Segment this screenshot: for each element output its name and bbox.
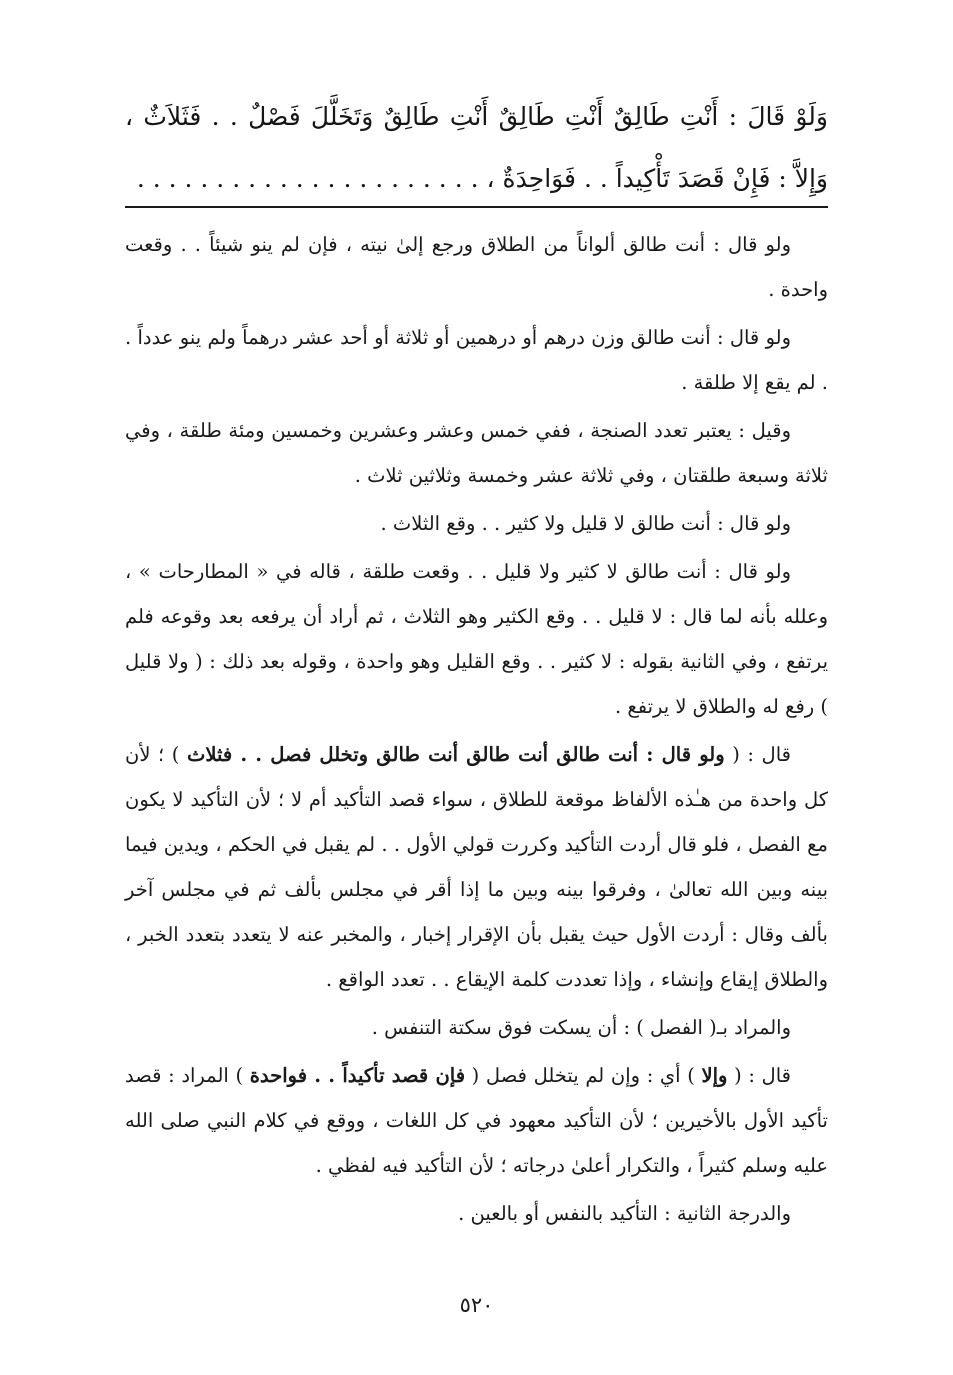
commentary-paragraph-5: ولو قال : أنت طالق لا كثير ولا قليل . . وقعت طلقة ، قاله في « المطارحات » ، وعلله بأنه لما قال : لا قليل . . وقع الكثير وهو الثلاث ، ثم أراد أن يرفعه بعد وقوعه فلم يرتفع ، وفي الثانية بقوله : لا كثير . . وقع القليل وهو واحدة ، وقوله بعد ذلك : ( ولا قليل ) رفع له والطلاق لا يرتفع . xyxy=(125,560,828,718)
paragraph-6-body: ) ؛ لأن كل واحدة من هـٰذه الألفاظ موقعة للطلاق ، سواء قصد التأكيد أم لا ؛ لأن التأكيد لا يكون مع الفصل ، فلو قال أردت التأكيد وكررت قولي الأول . . لم يقبل في الحكم ، ويدين فيما بينه وبين الله تعالىٰ ، وفرقوا بينه وبين ما إذا أقر في مجلس بألف ثم في مجلس آخر بألف وقال : أردت الأول حيث يقبل بأن الإقرار إخبار ، والمخبر عنه لا يتعدد بتعدد الخبر ، والطلاق إيقاع وإنشاء ، وإذا تعددت كلمة الإيقاع . . تعدد الواقع . xyxy=(125,743,828,991)
quoted-matn-bold: وإلا xyxy=(701,1064,728,1087)
footnote-separator xyxy=(125,206,828,208)
matn-text: وَلَوْ قَالَ : أَنْتِ طَالِقٌ أَنْتِ طَالِقٌ أَنْتِ طَالِقٌ وَتَخَلَّلَ فَصْلٌ . . فَثَلاَثٌ ، وَإِلاَّ : فَإِنْ قَصَدَ تَأْكِيداً . . فَوَاحِدَةٌ ، xyxy=(125,102,828,193)
paragraph-6-lead: قال : ( xyxy=(724,743,791,766)
commentary-paragraph-8 xyxy=(125,1053,828,1188)
commentary-paragraph-9: والدرجة الثانية : التأكيد بالنفس أو بالعين . xyxy=(458,1202,791,1225)
quoted-matn-bold: ولو قال : أنت طالق أنت طالق أنت طالق وتخلل فصل . . فثلاث xyxy=(186,743,725,766)
paragraph-8-lead: قال : ( xyxy=(727,1064,791,1087)
matn-text-block xyxy=(125,86,828,210)
commentary-block xyxy=(125,222,828,1239)
quoted-matn-bold: فإن قصد تأكيداً . . فواحدة xyxy=(249,1064,466,1087)
commentary-paragraph-6 xyxy=(125,732,828,1002)
commentary-paragraph-1: ولو قال : أنت طالق ألواناً من الطلاق ورجع إلىٰ نيته ، فإن لم ينو شيئاً . . وقعت واحدة . xyxy=(125,233,828,301)
commentary-paragraph-3: وقيل : يعتبر تعدد الصنجة ، ففي خمس وعشر وعشرين وخمسين ومئة طلقة ، وفي ثلاثة وسبعة طلقتان ، وفي ثلاثة عشر وخمسة وثلاثين ثلاث . xyxy=(125,419,828,487)
matn-dots: . . . . . . . . . . . . . . . . . . . . . . xyxy=(136,164,479,193)
paragraph-8-mid: ) أي : وإن لم يتخلل فصل ( xyxy=(465,1064,702,1087)
commentary-paragraph-4: ولو قال : أنت طالق لا قليل ولا كثير . . وقع الثلاث . xyxy=(380,512,791,535)
commentary-paragraph-7: والمراد بـ( الفصل ) : أن يسكت فوق سكتة التنفس . xyxy=(371,1016,791,1039)
page-number: ٥٢٠ xyxy=(459,1293,494,1317)
commentary-paragraph-2: ولو قال : أنت طالق وزن درهم أو درهمين أو ثلاثة أو أحد عشر درهماً ولم ينو عدداً . . لم يقع إلا طلقة . xyxy=(125,326,828,394)
paragraph-8-body: ) المراد : قصد تأكيد الأول بالأخيرين ؛ لأن التأكيد معهود في كل اللغات ، ووقع في كلام النبي صلى الله عليه وسلم كثيراً ، والتكرار أعلىٰ درجاته ؛ لأن التأكيد فيه لفظي . xyxy=(125,1064,828,1177)
